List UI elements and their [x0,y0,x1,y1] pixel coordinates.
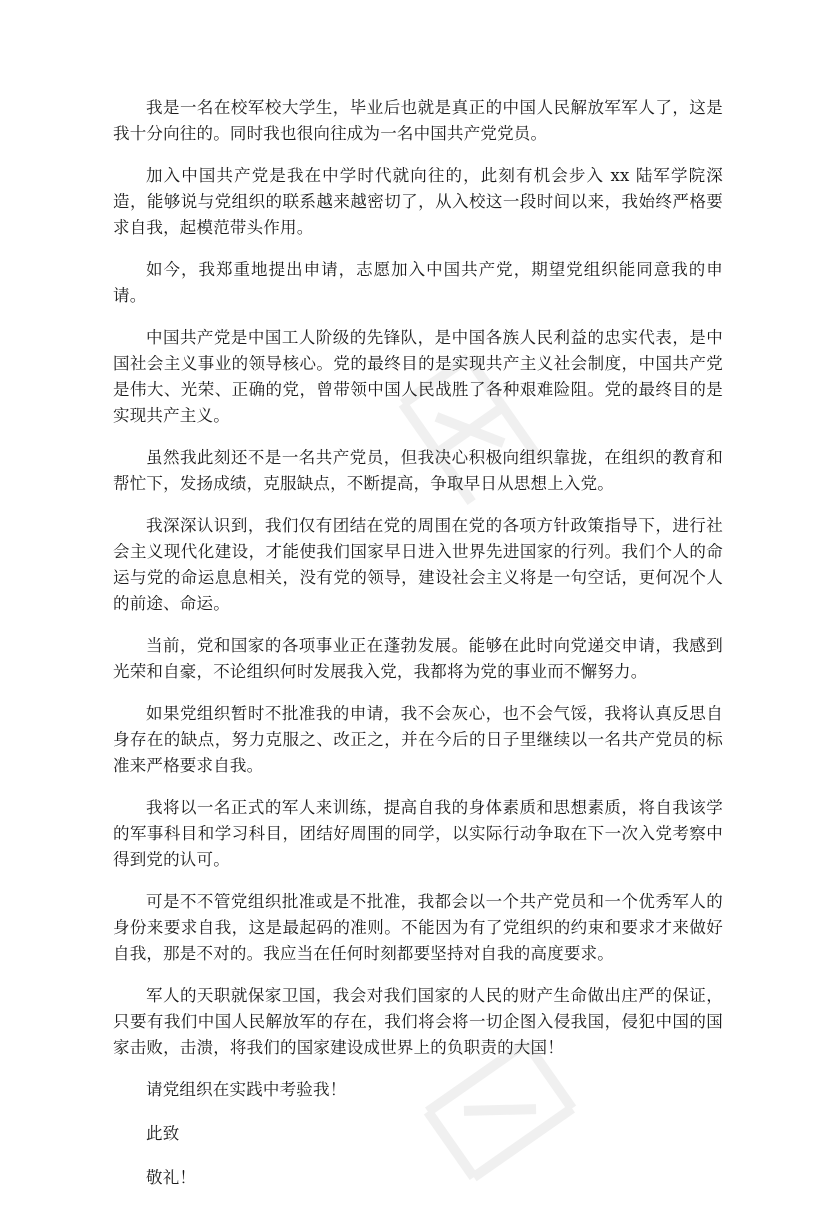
paragraph-2: 加入中国共产党是我在中学时代就向往的，此刻有机会步入 xx 陆军学院深造，能够说与党组织的联系越来越密切了，从入校这一段时间以来，我始终严格要求自我，起模范带头作用。 [113,166,723,237]
paragraph-1: 我是一名在校军校大学生，毕业后也就是真正的中国人民解放军军人了，这是我十分向往的。同时我也很向往成为一名中国共产党党员。 [113,98,723,143]
document-body [113,95,723,1209]
closing-regards: 敬礼！ [146,1168,197,1187]
paragraph-7: 当前，党和国家的各项事业正在蓬勃发展。能够在此时向党递交申请，我感到光荣和自豪，不论组织何时发展我入党，我都将为党的事业而不懈努力。 [113,636,723,681]
closing-salutation: 此致 [146,1124,180,1143]
paragraph-4: 中国共产党是中国工人阶级的先锋队，是中国各族人民利益的忠实代表，是中国社会主义事业的领导核心。党的最终目的是实现共产主义社会制度，中国共产党是伟大、光荣、正确的党，曾带领中国人民战胜了各种艰难险阻。党的最终目的是实现共产主义。 [113,328,723,425]
paragraph-6: 我深深认识到，我们仅有团结在党的周围在党的各项方针政策指导下，进行社会主义现代化建设，才能使我们国家早日进入世界先进国家的行列。我们个人的命运与党的命运息息相关，没有党的领导，建设社会主义将是一句空话，更何况个人的前途、命运。 [113,516,723,613]
paragraph-9: 我将以一名正式的军人来训练，提高自我的身体素质和思想素质，将自我该学的军事科目和学习科目，团结好周围的同学，以实际行动争取在下一次入党考察中得到党的认可。 [113,798,723,869]
paragraph-11: 军人的天职就保家卫国，我会对我们国家的人民的财产生命做出庄严的保证，只要有我们中国人民解放军的存在，我们将会将一切企图入侵我国，侵犯中国的国家击败，击溃，将我们的国家建设成世界上的负职责的大国！ [113,986,723,1057]
paragraph-5: 虽然我此刻还不是一名共产党员，但我决心积极向组织靠拢，在组织的教育和帮忙下，发扬成绩，克服缺点，不断提高，争取早日从思想上入党。 [113,448,723,493]
closing-request: 请党组织在实践中考验我！ [146,1080,347,1099]
paragraph-8: 如果党组织暂时不批准我的申请，我不会灰心，也不会气馁，我将认真反思自身存在的缺点，努力克服之、改正之，并在今后的日子里继续以一名共产党员的标准来严格要求自我。 [113,704,723,775]
paragraph-3: 如今，我郑重地提出申请，志愿加入中国共产党，期望党组织能同意我的申请。 [113,260,723,305]
paragraph-10: 可是不不管党组织批准或是不批准，我都会以一个共产党员和一个优秀军人的身份来要求自我，这是最起码的准则。不能因为有了党组织的约束和要求才来做好自我，那是不对的。我应当在任何时刻都要坚持对自我的高度要求。 [113,892,723,963]
